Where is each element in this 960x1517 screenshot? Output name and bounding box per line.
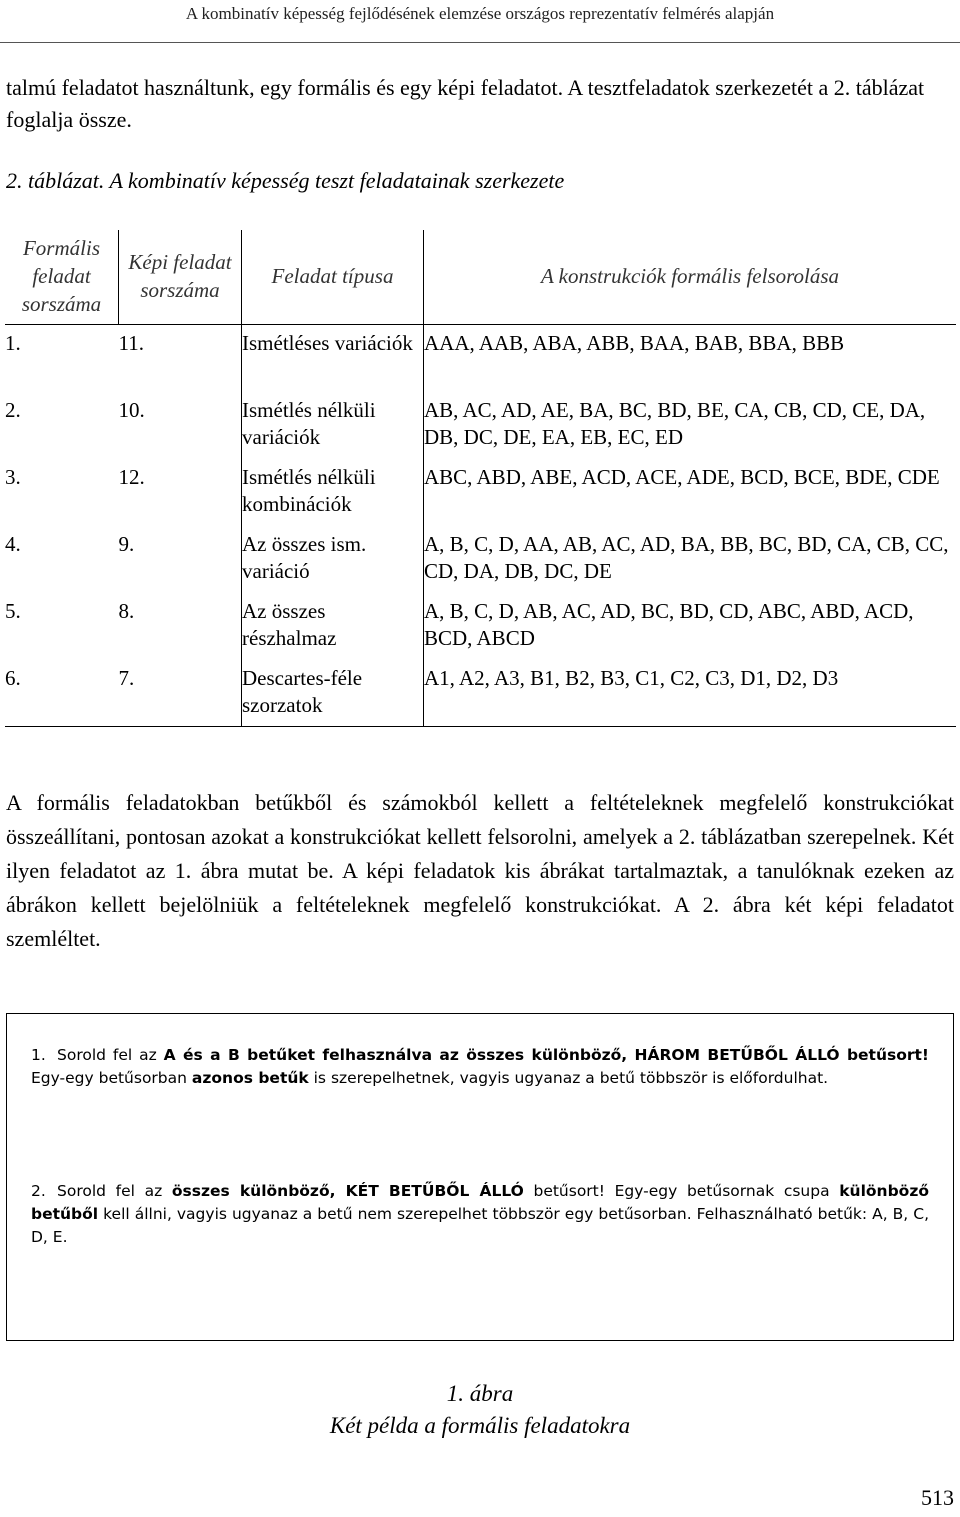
cell-formal: 5. xyxy=(5,598,21,623)
cell-visual: 7. xyxy=(119,660,242,727)
task-text: kell állni, vagyis ugyanaz a betű nem szerepelhet többször egy betűsorban. Felhasználható betűk: A, B, C, D, E. xyxy=(31,1205,929,1246)
table-row xyxy=(5,392,956,459)
cell-formal: 3. xyxy=(5,464,21,489)
page-number: 513 xyxy=(921,1485,954,1510)
intro-paragraph: talmú feladatot használtunk, egy formális és egy képi feladatot. A tesztfeladatok szerkezetét a 2. táblázat foglalja össze. xyxy=(6,75,925,132)
cell-type: Ismétlés nélküli variációk xyxy=(242,392,424,459)
table-row xyxy=(5,325,956,392)
cell-listing: AAA, AAB, ABA, ABB, BAA, BAB, BBA, BBB xyxy=(424,331,845,355)
cell-listing: ABC, ABD, ABE, ACD, ACE, ADE, BCD, BCE, BDE, CDE xyxy=(424,464,940,489)
figure-title: Két példa a formális feladatokra xyxy=(329,1413,631,1438)
cell-visual: 12. xyxy=(118,464,145,489)
task-text: Egy-egy betűsorban xyxy=(31,1069,192,1087)
task-text: Sorold fel az xyxy=(57,1046,164,1064)
figure-number: 1. ábra xyxy=(446,1381,514,1406)
table-row xyxy=(5,459,956,526)
task-text: is szerepelhetnek, vagyis ugyanaz a betű többször is előfordulhat. xyxy=(308,1069,829,1087)
cell-visual: 10. xyxy=(118,397,145,422)
task-2 xyxy=(31,1180,929,1249)
header-rule xyxy=(0,42,960,43)
cell-formal: 4. xyxy=(5,531,21,556)
cell-visual: 11. xyxy=(118,331,144,355)
header-listing: A konstrukciók formális felsorolása xyxy=(424,230,957,325)
body-paragraph: A formális feladatokban betűkből és számokból kellett a feltételeknek megfelelő konstrukciókat összeállítani, pontosan azokat a konstrukciókat kellett felsorolni, amelyek a 2. táblázatban szerepelnek. Két ilyen feladatot az 1. ábra mutat be. A képi feladatok kis ábrákat tartalmaztak, a tanulóknak ezeken az ábrákon kellett bejelölniük a feltételeknek megfelelő konstrukciókat. A 2. ábra két képi feladatot szemléltet. xyxy=(6,790,954,951)
header-visual: Képi feladat sorszáma xyxy=(119,230,242,325)
table-header-row xyxy=(5,230,956,325)
cell-listing: A1, A2, A3, B1, B2, B3, C1, C2, C3, D1, D2, D3 xyxy=(424,660,957,727)
figure-box xyxy=(6,1013,954,1341)
table-row xyxy=(5,593,956,660)
cell-type: Ismétlés nélküli kombinációk xyxy=(242,459,424,526)
task-text: Sorold fel az xyxy=(57,1182,172,1200)
cell-listing: AB, AC, AD, AE, BA, BC, BD, BE, CA, CB, CD, CE, DA, DB, DC, DE, EA, EB, EC, ED xyxy=(424,397,926,449)
task-1 xyxy=(31,1044,929,1090)
task-number: 1. xyxy=(31,1046,46,1064)
cell-type: Descartes-féle szorzatok xyxy=(242,660,424,727)
cell-formal: 1. xyxy=(5,331,21,355)
figure-caption xyxy=(0,1378,960,1442)
cell-visual: 8. xyxy=(118,598,135,623)
header-type: Feladat típusa xyxy=(242,230,424,325)
table-caption: 2. táblázat. A kombinatív képesség teszt feladatainak szerkezete xyxy=(6,168,565,193)
running-header: A kombinatív képesség fejlődésének elemzése országos reprezentatív felmérés alapján xyxy=(185,4,775,23)
cell-type: Az összes részhalmaz xyxy=(242,593,424,660)
task-emphasis: A és a B betűket felhasználva az összes különböző, HÁROM BETŰBŐL ÁLLÓ betűsort! xyxy=(163,1046,929,1064)
table-row xyxy=(5,526,956,593)
cell-formal: 2. xyxy=(5,397,21,422)
header-formal: Formális feladat sorszáma xyxy=(5,230,119,325)
structure-table xyxy=(5,230,956,727)
task-number: 2. xyxy=(31,1182,46,1200)
task-emphasis: összes különböző, KÉT BETŰBŐL ÁLLÓ xyxy=(171,1182,524,1200)
cell-formal: 6. xyxy=(5,660,119,727)
cell-listing: A, B, C, D, AA, AB, AC, AD, BA, BB, BC, BD, CA, CB, CC, CD, DA, DB, DC, DE xyxy=(424,531,949,583)
cell-type: Ismétléses variációk xyxy=(242,325,424,392)
task-text: betűsort! Egy-egy betűsornak csupa xyxy=(523,1182,840,1200)
table-row xyxy=(5,660,956,727)
task-emphasis: azonos betűk xyxy=(191,1069,309,1087)
cell-visual: 9. xyxy=(118,531,135,556)
cell-listing: A, B, C, D, AB, AC, AD, BC, BD, CD, ABC, ABD, ACD, BCD, ABCD xyxy=(424,598,914,650)
cell-type: Az összes ism. variáció xyxy=(242,526,424,593)
task-emphasis: különböző betűből xyxy=(31,1182,929,1223)
